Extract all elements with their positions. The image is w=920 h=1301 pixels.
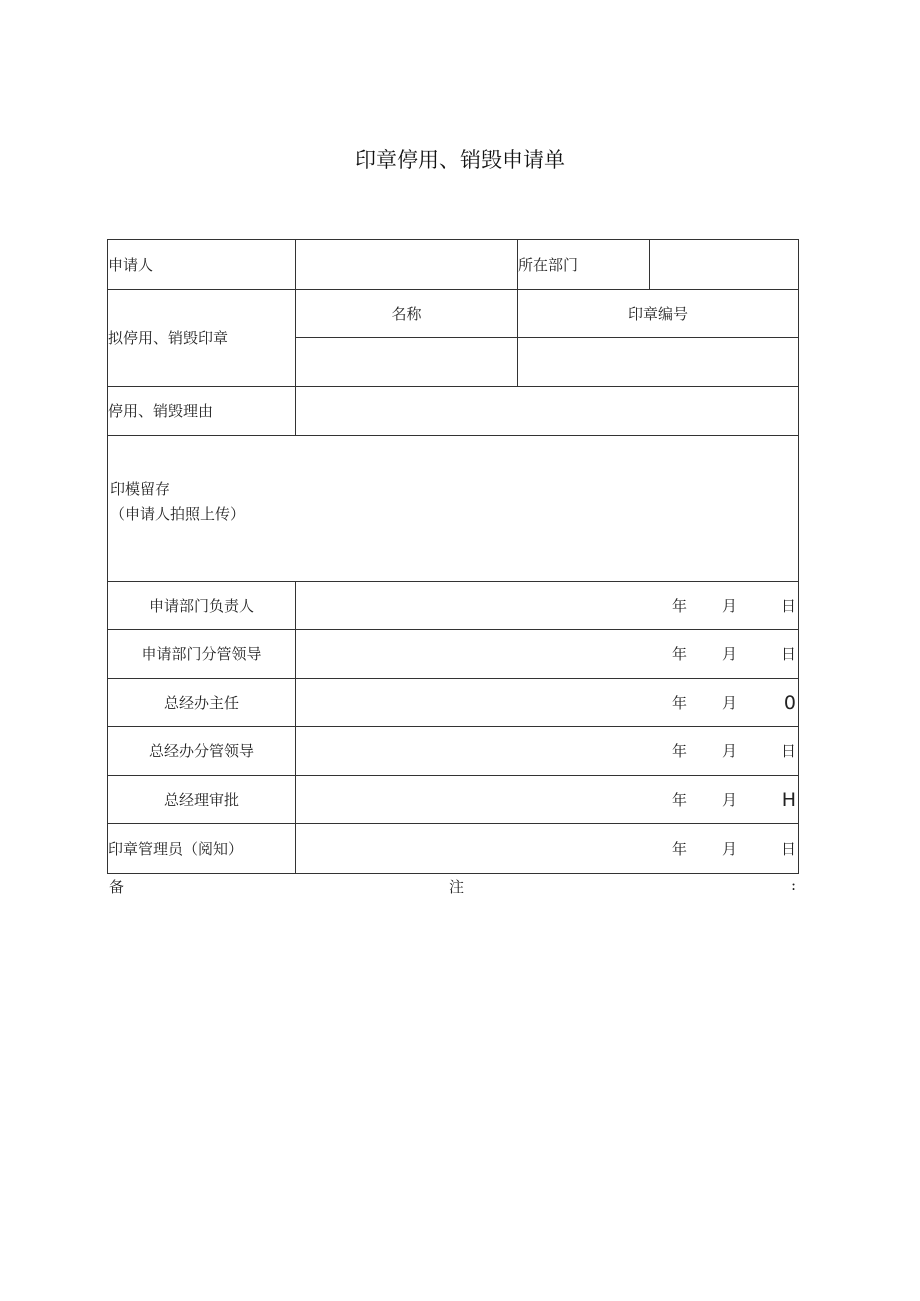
remark-line	[107, 876, 798, 898]
year-label: 年	[672, 596, 688, 615]
stamp-label-line2: （申请人拍照上传）	[110, 504, 246, 523]
month-label: 月	[722, 645, 738, 663]
applicant-field[interactable]	[296, 240, 518, 290]
remark-char-2: 注	[449, 878, 465, 896]
stamp-label	[108, 477, 798, 527]
month-label: 月	[722, 693, 738, 712]
seal-name-field[interactable]	[296, 338, 518, 387]
year-label: 年	[672, 839, 688, 858]
approval-label: 申请部门负责人	[108, 582, 296, 630]
day-label: 日	[780, 742, 796, 760]
applicant-label: 申请人	[108, 240, 296, 290]
approval-label: 总经理审批	[108, 776, 296, 824]
day-label: 日	[780, 596, 796, 615]
reason-label: 停用、销毁理由	[108, 387, 296, 436]
year-label: 年	[672, 790, 688, 809]
approval-row	[108, 582, 799, 630]
day-label: H	[781, 788, 796, 811]
remark-char-1: 备	[109, 878, 125, 896]
month-label: 月	[722, 839, 738, 858]
application-form	[107, 239, 799, 874]
approval-row	[108, 727, 799, 776]
month-label: 月	[722, 596, 738, 615]
seal-number-field[interactable]	[518, 338, 799, 387]
day-label: 日	[780, 839, 796, 858]
department-label: 所在部门	[518, 240, 650, 290]
seal-number-header: 印章编号	[518, 290, 799, 338]
approval-row	[108, 679, 799, 727]
approval-sign-field[interactable]	[296, 727, 799, 776]
remark-colon: :	[790, 876, 796, 894]
reason-field[interactable]	[296, 387, 799, 436]
approval-sign-field[interactable]	[296, 630, 799, 679]
approval-label: 总经办分管领导	[108, 727, 296, 776]
month-label: 月	[722, 790, 738, 809]
day-label: 日	[780, 645, 796, 663]
approval-row	[108, 776, 799, 824]
day-label: 0	[783, 691, 796, 714]
year-label: 年	[672, 645, 688, 663]
approval-label: 印章管理员（阅知）	[108, 824, 296, 874]
seal-name-header: 名称	[296, 290, 518, 338]
approval-sign-field[interactable]	[296, 582, 799, 630]
approval-row	[108, 824, 799, 874]
year-label: 年	[672, 693, 688, 712]
approval-label: 总经办主任	[108, 679, 296, 727]
approval-sign-field[interactable]	[296, 824, 799, 874]
approval-row	[108, 630, 799, 679]
approval-label: 申请部门分管领导	[108, 630, 296, 679]
stamp-impression-area[interactable]	[108, 436, 799, 582]
month-label: 月	[722, 742, 738, 760]
page-title: 印章停用、销毁申请单	[355, 148, 565, 172]
department-field[interactable]	[650, 240, 799, 290]
year-label: 年	[672, 742, 688, 760]
approval-sign-field[interactable]	[296, 679, 799, 727]
approval-sign-field[interactable]	[296, 776, 799, 824]
seal-label: 拟停用、销毁印章	[108, 290, 296, 387]
stamp-label-line1: 印模留存	[110, 479, 171, 498]
